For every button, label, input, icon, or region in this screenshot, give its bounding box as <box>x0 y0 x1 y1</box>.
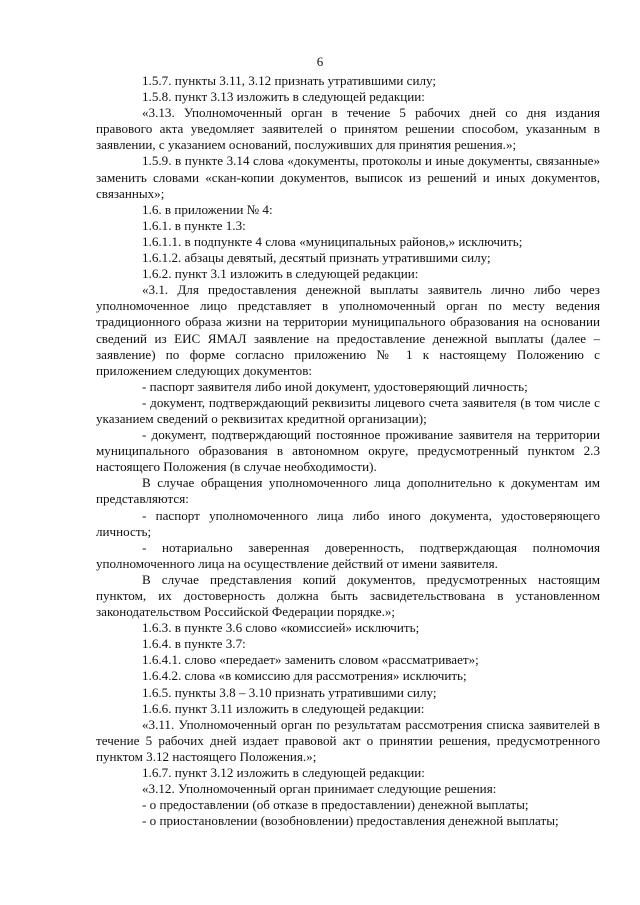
paragraph: 1.6.3. в пункте 3.6 слово «комиссией» исключить; <box>142 620 420 636</box>
paragraph: - о предоставлении (об отказе в предоставлении) денежной выплаты; <box>142 797 529 813</box>
paragraph: - паспорт уполномоченного лица либо иного документа, удостоверяющего личность; <box>96 507 600 539</box>
paragraph: 1.5.9. в пункте 3.14 слова «документы, протоколы и иные документы, связанные» заменить словами «скан-копии документов, выписок из решений и иных документов, связанных»; <box>96 153 600 201</box>
paragraph: 1.6.1.1. в подпункте 4 слова «муниципальных районов,» исключить; <box>142 233 523 249</box>
paragraph: «3.13. Уполномоченный орган в течение 5 рабочих дней со дня издания правового акта уведомляет заявителей о принятом решении способом, указанным в заявлении, с указанием оснований, послуживших для принятия решения.»; <box>96 105 600 153</box>
paragraph: «3.11. Уполномоченный орган по результатам рассмотрения списка заявителей в течение 5 рабочих дней издает правовой акт о принятии решения, предусмотренного пунктом 3.12 настоящего Положения.»; <box>96 716 600 764</box>
page-number: 6 <box>316 54 324 69</box>
paragraph: - документ, подтверждающий постоянное проживание заявителя на территории муниципального образования в автономном округе, предусмотренный пунктом 2.3 настоящего Положения (в случае необходимости). <box>96 427 600 475</box>
paragraph: 1.6.1. в пункте 1.3: <box>142 217 246 233</box>
paragraph: 1.6. в приложении № 4: <box>142 201 273 217</box>
paragraph: - нотариально заверенная доверенность, подтверждающая полномочия уполномоченного лица на осуществление действий от имени заявителя. <box>96 539 600 571</box>
paragraph: - о приостановлении (возобновлении) предоставления денежной выплаты; <box>142 813 559 829</box>
paragraph: 1.6.1.2. абзацы девятый, десятый признать утратившими силу; <box>142 250 491 266</box>
paragraph: 1.6.6. пункт 3.11 изложить в следующей редакции: <box>142 700 425 716</box>
paragraph: 1.6.4.1. слово «передает» заменить словом «рассматривает»; <box>142 652 479 668</box>
paragraph: 1.6.7. пункт 3.12 изложить в следующей редакции: <box>142 765 425 781</box>
document-body <box>96 73 600 829</box>
paragraph: 1.5.8. пункт 3.13 изложить в следующей редакции: <box>142 89 425 105</box>
paragraph: «3.12. Уполномоченный орган принимает следующие решения: <box>142 781 497 797</box>
paragraph: 1.6.2. пункт 3.1 изложить в следующей редакции: <box>142 266 419 282</box>
paragraph: «3.1. Для предоставления денежной выплаты заявитель лично либо через уполномоченное лицо представляет в уполномоченный орган по месту ведения традиционного образа жизни на территории муниципального образования на основании сведений из ЕИС ЯМАЛ заявление на предоставление денежной выплаты (далее – заявление) по форме согласно приложению № 1 к настоящему Положению с приложением следующих документов: <box>96 282 600 378</box>
paragraph: - документ, подтверждающий реквизиты лицевого счета заявителя (в том числе с указанием сведений о реквизитах кредитной организации); <box>96 394 600 426</box>
paragraph: 1.6.4.2. слова «в комиссию для рассмотрения» исключить; <box>142 668 467 684</box>
paragraph: В случае обращения уполномоченного лица дополнительно к документам им представляются: <box>96 475 600 507</box>
paragraph: В случае представления копий документов, предусмотренных настоящим пунктом, их достоверность должна быть засвидетельствована в установленном законодательством Российской Федерации порядке.»; <box>96 571 600 620</box>
paragraph: - паспорт заявителя либо иной документ, удостоверяющий личность; <box>142 378 528 394</box>
paragraph: 1.6.4. в пункте 3.7: <box>142 636 246 652</box>
paragraph: 1.5.7. пункты 3.11, 3.12 признать утратившими силу; <box>142 73 437 88</box>
paragraph: 1.6.5. пункты 3.8 – 3.10 признать утратившими силу; <box>142 684 437 700</box>
